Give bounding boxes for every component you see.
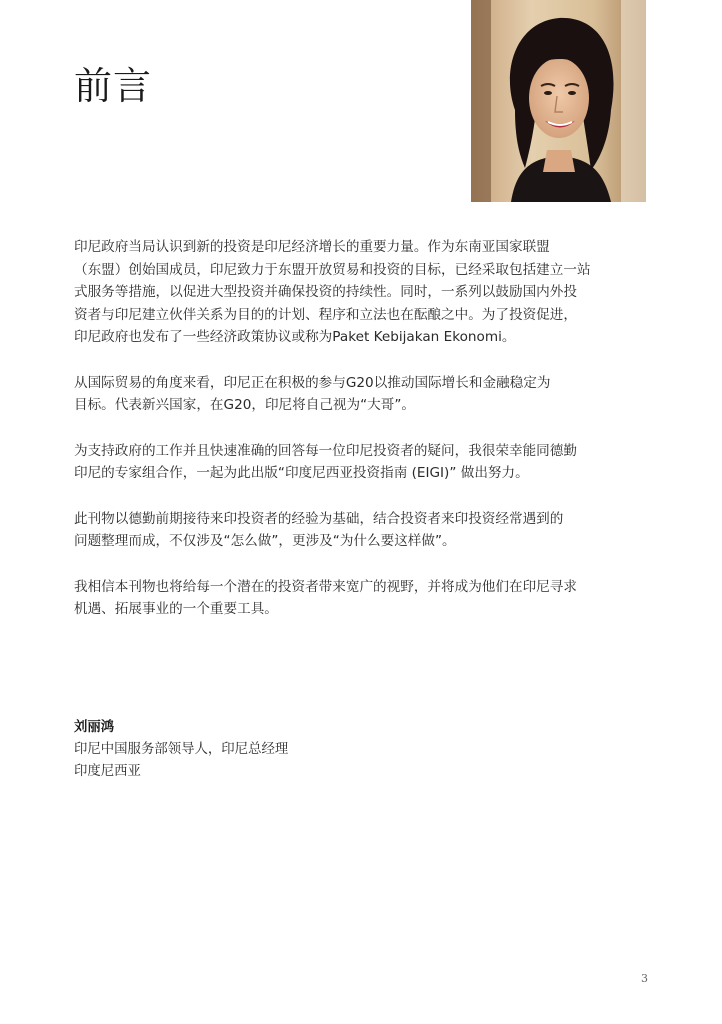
text-line: 为支持政府的工作并且快速准确的回答每一位印尼投资者的疑问，我很荣幸能同德勤	[74, 442, 577, 459]
text-line: 印尼的专家组合作，一起为此出版“印度尼西亚投资指南 (EIGI)” 做出努力。	[74, 465, 529, 481]
paragraph	[74, 508, 652, 553]
text-line: 从国际贸易的角度来看，印尼正在积极的参与G20以推动国际增长和金融稳定为	[74, 374, 551, 391]
signatory-country: 印度尼西亚	[74, 764, 141, 779]
signatory-name: 刘丽鸿	[74, 720, 115, 735]
signatory-title: 印尼中国服务部领导人，印尼总经理	[74, 742, 289, 757]
signature-block	[74, 717, 474, 783]
text-line: 资者与印尼建立伙伴关系为目的的计划、程序和立法也在酝酿之中。为了投资促进，	[74, 306, 577, 323]
text-line: 印尼政府也发布了一些经济政策协议或称为Paket Kebijakan Ekonomi。	[74, 329, 516, 345]
text-line: （东盟）创始国成员，印尼致力于东盟开放贸易和投资的目标，已经采取包括建立一站	[74, 261, 591, 278]
text-line: 此刊物以德勤前期接待来印投资者的经验为基础，结合投资者来印投资经常遇到的	[74, 510, 564, 527]
portrait-photo	[471, 0, 646, 202]
paragraph	[74, 440, 652, 485]
page-number: 3	[641, 972, 648, 985]
paragraph	[74, 576, 652, 621]
text-line: 式服务等措施，以促进大型投资并确保投资的持续性。同时，一系列以鼓励国内外投	[74, 284, 577, 300]
text-line: 问题整理而成，不仅涉及“怎么做”，更涉及“为什么要这样做”。	[74, 533, 456, 549]
text-line: 目标。代表新兴国家，在G20，印尼将自己视为“大哥”。	[74, 397, 415, 413]
text-line: 印尼政府当局认识到新的投资是印尼经济增长的重要力量。作为东南亚国家联盟	[74, 239, 550, 255]
paragraph	[74, 372, 652, 417]
portrait-photo-icon	[471, 0, 646, 202]
body-text	[74, 236, 652, 644]
text-line: 我相信本刊物也将给每一个潜在的投资者带来宽广的视野，并将成为他们在印尼寻求	[74, 578, 577, 595]
paragraph	[74, 236, 652, 349]
page-heading: 前言	[74, 64, 153, 108]
text-line: 机遇、拓展事业的一个重要工具。	[74, 601, 278, 617]
